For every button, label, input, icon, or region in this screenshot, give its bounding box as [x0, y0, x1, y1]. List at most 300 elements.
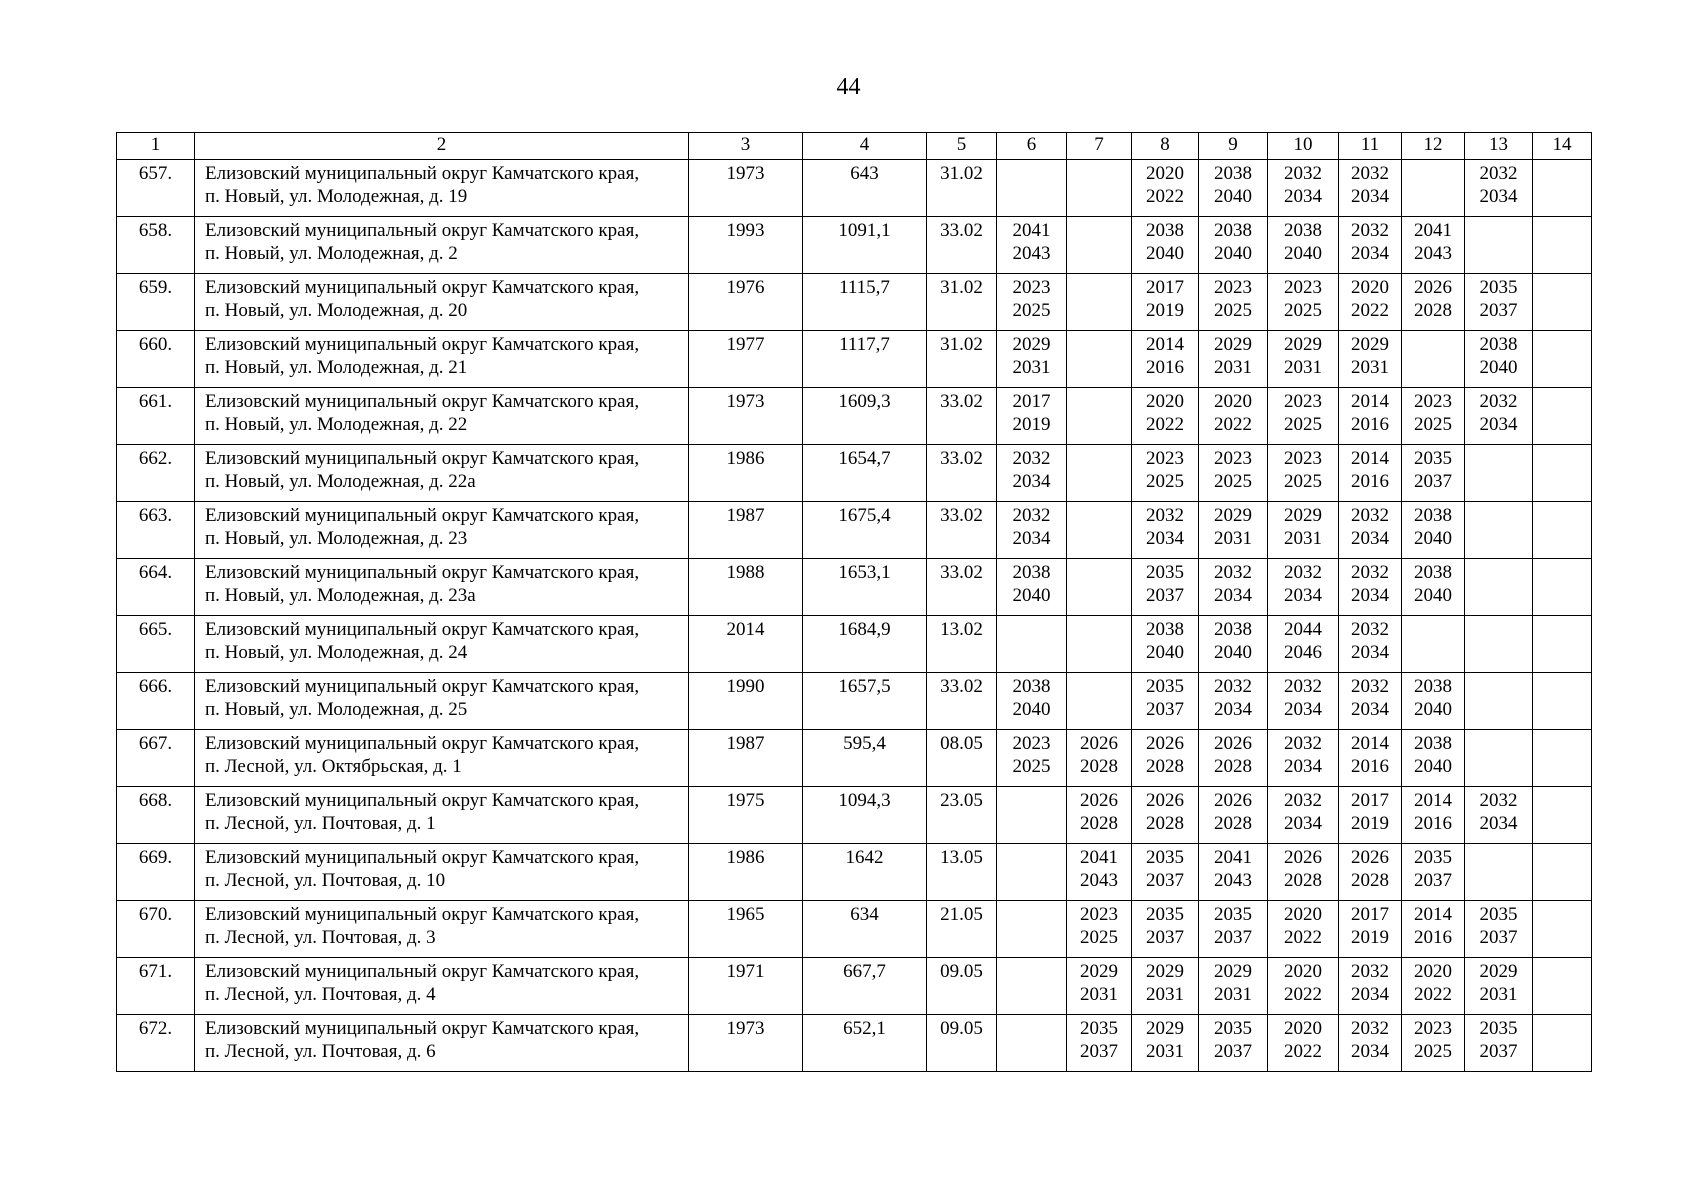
period-year: 2040 [1214, 243, 1252, 264]
period-cell-c11 [1339, 901, 1402, 958]
period-year: 2037 [1414, 870, 1452, 891]
period-year: 2032 [1351, 163, 1389, 184]
period-cell-c10 [1268, 274, 1339, 331]
period-year: 2016 [1351, 471, 1389, 492]
address-cell [195, 160, 689, 217]
period-cell-c6 [997, 616, 1067, 673]
period-year: 2026 [1351, 847, 1389, 868]
period-cell-c9 [1199, 160, 1268, 217]
period-year: 2019 [1146, 300, 1184, 321]
column-header-13: 13 [1465, 133, 1533, 160]
period-year: 2038 [1414, 562, 1452, 583]
column-14-cell [1533, 217, 1592, 274]
period-cell-c12 [1402, 901, 1465, 958]
address-line: п. Лесной, ул. Почтовая, д. 1 [205, 813, 436, 834]
period-year: 2025 [1012, 756, 1051, 777]
table-row [117, 901, 1592, 958]
period-year: 2022 [1214, 414, 1252, 435]
period-year: 2023 [1214, 448, 1252, 469]
period-cell-c12 [1402, 331, 1465, 388]
column-14-cell [1533, 1015, 1592, 1072]
period-cell-c11 [1339, 274, 1402, 331]
period-cell-c8 [1132, 388, 1199, 445]
period-year: 2031 [1214, 357, 1252, 378]
period-year: 2016 [1146, 357, 1184, 378]
address-cell [195, 1015, 689, 1072]
build-year-cell: 1975 [689, 787, 803, 844]
table-row [117, 502, 1592, 559]
period-cell-c13 [1465, 217, 1533, 274]
period-year: 2038 [1414, 676, 1452, 697]
build-year-cell: 1986 [689, 445, 803, 502]
build-year-cell: 1986 [689, 844, 803, 901]
period-cell-c8 [1132, 673, 1199, 730]
table-row [117, 616, 1592, 673]
address-line: Елизовский муниципальный округ Камчатского края, [205, 448, 640, 469]
period-cell-c8 [1132, 502, 1199, 559]
period-cell-c7 [1067, 331, 1132, 388]
code-cell: 09.05 [927, 1015, 997, 1072]
column-header-7: 7 [1067, 133, 1132, 160]
period-year: 2023 [1012, 277, 1051, 298]
period-cell-c9 [1199, 274, 1268, 331]
row-number-cell: 661. [117, 388, 195, 445]
period-cell-c6 [997, 502, 1067, 559]
period-cell-c13 [1465, 1015, 1533, 1072]
period-cell-c13 [1465, 787, 1533, 844]
period-year: 2023 [1284, 391, 1322, 412]
period-year: 2025 [1414, 414, 1452, 435]
code-cell: 33.02 [927, 388, 997, 445]
period-year: 2034 [1351, 243, 1389, 264]
address-line: п. Новый, ул. Молодежная, д. 25 [205, 699, 468, 720]
code-cell: 33.02 [927, 502, 997, 559]
build-year-cell: 1976 [689, 274, 803, 331]
address-cell [195, 388, 689, 445]
period-year: 2041 [1214, 847, 1252, 868]
period-cell-c10 [1268, 901, 1339, 958]
period-cell-c6 [997, 1015, 1067, 1072]
period-year: 2023 [1080, 904, 1118, 925]
period-year: 2022 [1146, 186, 1184, 207]
period-year: 2031 [1479, 984, 1518, 1005]
row-number-cell: 659. [117, 274, 195, 331]
period-cell-c6 [997, 445, 1067, 502]
address-line: Елизовский муниципальный округ Камчатского края, [205, 163, 640, 184]
address-line: Елизовский муниципальный округ Камчатского края, [205, 790, 640, 811]
period-year: 2032 [1284, 163, 1322, 184]
address-line: Елизовский муниципальный округ Камчатского края, [205, 1018, 640, 1039]
build-year-cell: 1987 [689, 730, 803, 787]
period-year: 2022 [1284, 927, 1322, 948]
period-year: 2038 [1214, 163, 1252, 184]
period-year: 2037 [1146, 870, 1184, 891]
period-cell-c12 [1402, 388, 1465, 445]
period-year: 2028 [1080, 813, 1118, 834]
period-year: 2040 [1414, 756, 1452, 777]
period-year: 2023 [1146, 448, 1184, 469]
address-line: Елизовский муниципальный округ Камчатского края, [205, 847, 640, 868]
period-cell-c12 [1402, 445, 1465, 502]
period-cell-c11 [1339, 160, 1402, 217]
table-row [117, 445, 1592, 502]
period-year: 2034 [1284, 756, 1322, 777]
period-cell-c9 [1199, 1015, 1268, 1072]
period-year: 2031 [1284, 357, 1322, 378]
period-cell-c13 [1465, 559, 1533, 616]
period-cell-c6 [997, 274, 1067, 331]
area-cell: 1675,4 [803, 502, 927, 559]
period-cell-c12 [1402, 787, 1465, 844]
table-row [117, 559, 1592, 616]
build-year-cell: 1965 [689, 901, 803, 958]
address-line: Елизовский муниципальный округ Камчатского края, [205, 733, 640, 754]
period-cell-c10 [1268, 787, 1339, 844]
period-year: 2043 [1414, 243, 1452, 264]
period-cell-c10 [1268, 445, 1339, 502]
period-year: 2032 [1351, 1018, 1389, 1039]
period-cell-c12 [1402, 274, 1465, 331]
column-14-cell [1533, 274, 1592, 331]
period-year: 2019 [1012, 414, 1051, 435]
address-cell [195, 958, 689, 1015]
period-year: 2032 [1012, 505, 1051, 526]
period-cell-c10 [1268, 217, 1339, 274]
period-year: 2026 [1414, 277, 1452, 298]
period-year: 2041 [1012, 220, 1051, 241]
period-cell-c7 [1067, 958, 1132, 1015]
period-cell-c9 [1199, 673, 1268, 730]
period-year: 2016 [1351, 756, 1389, 777]
area-cell: 667,7 [803, 958, 927, 1015]
period-cell-c9 [1199, 331, 1268, 388]
period-cell-c13 [1465, 730, 1533, 787]
period-cell-c8 [1132, 1015, 1199, 1072]
address-cell [195, 559, 689, 616]
address-line: Елизовский муниципальный округ Камчатского края, [205, 391, 640, 412]
period-cell-c7 [1067, 160, 1132, 217]
period-year: 2016 [1414, 927, 1452, 948]
period-year: 2028 [1146, 813, 1184, 834]
period-year: 2026 [1146, 733, 1184, 754]
address-line: Елизовский муниципальный округ Камчатского края, [205, 562, 640, 583]
period-cell-c6 [997, 901, 1067, 958]
period-year: 2029 [1214, 334, 1252, 355]
period-cell-c12 [1402, 559, 1465, 616]
period-year: 2035 [1479, 904, 1518, 925]
period-year: 2031 [1351, 357, 1389, 378]
table-row [117, 844, 1592, 901]
address-line: п. Новый, ул. Молодежная, д. 23 [205, 528, 468, 549]
period-cell-c6 [997, 844, 1067, 901]
period-year: 2046 [1284, 642, 1322, 663]
column-14-cell [1533, 958, 1592, 1015]
period-year: 2028 [1284, 870, 1322, 891]
column-header-2: 2 [195, 133, 689, 160]
code-cell: 21.05 [927, 901, 997, 958]
period-year: 2034 [1012, 471, 1051, 492]
period-cell-c10 [1268, 331, 1339, 388]
period-year: 2025 [1146, 471, 1184, 492]
period-cell-c8 [1132, 616, 1199, 673]
column-header-4: 4 [803, 133, 927, 160]
period-year: 2032 [1351, 676, 1389, 697]
period-cell-c9 [1199, 901, 1268, 958]
address-line: п. Новый, ул. Молодежная, д. 21 [205, 357, 468, 378]
period-year: 2034 [1284, 585, 1322, 606]
period-year: 2043 [1214, 870, 1252, 891]
row-number-cell: 667. [117, 730, 195, 787]
period-cell-c10 [1268, 502, 1339, 559]
column-header-5: 5 [927, 133, 997, 160]
column-14-cell [1533, 445, 1592, 502]
table-row [117, 160, 1592, 217]
period-cell-c7 [1067, 901, 1132, 958]
period-cell-c7 [1067, 559, 1132, 616]
period-year: 2040 [1414, 699, 1452, 720]
period-year: 2022 [1414, 984, 1452, 1005]
period-year: 2041 [1080, 847, 1118, 868]
period-year: 2029 [1214, 505, 1252, 526]
period-year: 2026 [1214, 790, 1252, 811]
address-cell [195, 730, 689, 787]
period-year: 2020 [1284, 1018, 1322, 1039]
address-line: Елизовский муниципальный округ Камчатского края, [205, 220, 640, 241]
period-year: 2037 [1146, 699, 1184, 720]
period-year: 2032 [1351, 562, 1389, 583]
period-year: 2029 [1080, 961, 1118, 982]
period-year: 2035 [1146, 676, 1184, 697]
period-year: 2040 [1146, 642, 1184, 663]
period-year: 2017 [1012, 391, 1051, 412]
period-cell-c6 [997, 217, 1067, 274]
period-year: 2035 [1214, 1018, 1252, 1039]
area-cell: 1684,9 [803, 616, 927, 673]
address-line: п. Лесной, ул. Почтовая, д. 4 [205, 984, 436, 1005]
address-cell [195, 616, 689, 673]
period-year: 2028 [1214, 813, 1252, 834]
period-year: 2023 [1414, 1018, 1452, 1039]
row-number-cell: 666. [117, 673, 195, 730]
period-cell-c12 [1402, 502, 1465, 559]
period-year: 2035 [1479, 1018, 1518, 1039]
period-cell-c7 [1067, 274, 1132, 331]
period-cell-c10 [1268, 616, 1339, 673]
row-number-cell: 669. [117, 844, 195, 901]
period-year: 2028 [1414, 300, 1452, 321]
period-year: 2028 [1080, 756, 1118, 777]
period-year: 2034 [1351, 585, 1389, 606]
period-cell-c8 [1132, 958, 1199, 1015]
period-cell-c11 [1339, 730, 1402, 787]
period-cell-c6 [997, 787, 1067, 844]
period-year: 2038 [1414, 733, 1452, 754]
address-line: п. Лесной, ул. Почтовая, д. 10 [205, 870, 446, 891]
period-year: 2025 [1214, 471, 1252, 492]
period-cell-c13 [1465, 958, 1533, 1015]
period-year: 2020 [1214, 391, 1252, 412]
address-cell [195, 673, 689, 730]
table-row [117, 388, 1592, 445]
area-cell: 643 [803, 160, 927, 217]
period-year: 2038 [1214, 220, 1252, 241]
period-cell-c8 [1132, 274, 1199, 331]
period-cell-c8 [1132, 844, 1199, 901]
period-year: 2032 [1012, 448, 1051, 469]
period-year: 2034 [1351, 984, 1389, 1005]
row-number-cell: 668. [117, 787, 195, 844]
period-year: 2023 [1284, 277, 1322, 298]
period-year: 2034 [1214, 699, 1252, 720]
period-cell-c8 [1132, 217, 1199, 274]
period-year: 2020 [1284, 904, 1322, 925]
period-year: 2040 [1012, 585, 1051, 606]
period-year: 2022 [1351, 300, 1389, 321]
period-year: 2026 [1214, 733, 1252, 754]
period-cell-c11 [1339, 1015, 1402, 1072]
period-cell-c6 [997, 331, 1067, 388]
period-cell-c10 [1268, 673, 1339, 730]
period-cell-c10 [1268, 958, 1339, 1015]
period-year: 2023 [1012, 733, 1051, 754]
period-year: 2034 [1284, 186, 1322, 207]
build-year-cell: 1993 [689, 217, 803, 274]
period-cell-c13 [1465, 901, 1533, 958]
period-cell-c9 [1199, 958, 1268, 1015]
period-year: 2034 [1351, 186, 1389, 207]
period-year: 2041 [1414, 220, 1452, 241]
table-row [117, 958, 1592, 1015]
period-year: 2020 [1284, 961, 1322, 982]
period-year: 2029 [1146, 961, 1184, 982]
period-cell-c11 [1339, 445, 1402, 502]
period-year: 2032 [1146, 505, 1184, 526]
period-cell-c7 [1067, 217, 1132, 274]
row-number-cell: 670. [117, 901, 195, 958]
code-cell: 23.05 [927, 787, 997, 844]
column-header-11: 11 [1339, 133, 1402, 160]
period-cell-c12 [1402, 616, 1465, 673]
period-year: 2034 [1351, 699, 1389, 720]
period-year: 2029 [1479, 961, 1518, 982]
table-header [117, 133, 1592, 160]
period-cell-c13 [1465, 502, 1533, 559]
period-year: 2034 [1284, 813, 1322, 834]
address-line: п. Новый, ул. Молодежная, д. 20 [205, 300, 468, 321]
build-year-cell: 1988 [689, 559, 803, 616]
period-cell-c13 [1465, 331, 1533, 388]
period-year: 2029 [1284, 334, 1322, 355]
period-year: 2038 [1012, 562, 1051, 583]
period-year: 2016 [1351, 414, 1389, 435]
column-header-6: 6 [997, 133, 1067, 160]
table-row [117, 1015, 1592, 1072]
header-row [117, 133, 1592, 160]
column-14-cell [1533, 901, 1592, 958]
period-year: 2032 [1284, 676, 1322, 697]
period-cell-c12 [1402, 160, 1465, 217]
area-cell: 652,1 [803, 1015, 927, 1072]
area-cell: 1115,7 [803, 274, 927, 331]
period-cell-c13 [1465, 616, 1533, 673]
period-cell-c13 [1465, 673, 1533, 730]
period-year: 2032 [1284, 790, 1322, 811]
period-cell-c8 [1132, 787, 1199, 844]
period-cell-c13 [1465, 274, 1533, 331]
address-line: Елизовский муниципальный округ Камчатского края, [205, 676, 640, 697]
period-year: 2029 [1146, 1018, 1184, 1039]
build-year-cell: 1987 [689, 502, 803, 559]
period-year: 2032 [1479, 790, 1518, 811]
period-cell-c13 [1465, 388, 1533, 445]
period-cell-c13 [1465, 160, 1533, 217]
area-cell: 1654,7 [803, 445, 927, 502]
period-year: 2040 [1146, 243, 1184, 264]
table-body [117, 160, 1592, 1072]
period-year: 2037 [1214, 1041, 1252, 1062]
code-cell: 31.02 [927, 331, 997, 388]
period-year: 2037 [1146, 585, 1184, 606]
period-year: 2014 [1414, 904, 1452, 925]
period-year: 2037 [1080, 1041, 1118, 1062]
period-year: 2025 [1284, 300, 1322, 321]
area-cell: 1609,3 [803, 388, 927, 445]
column-header-3: 3 [689, 133, 803, 160]
period-year: 2037 [1146, 927, 1184, 948]
period-year: 2032 [1214, 562, 1252, 583]
period-year: 2032 [1351, 961, 1389, 982]
period-year: 2025 [1414, 1041, 1452, 1062]
area-cell: 1653,1 [803, 559, 927, 616]
code-cell: 33.02 [927, 445, 997, 502]
period-cell-c12 [1402, 730, 1465, 787]
address-line: Елизовский муниципальный округ Камчатского края, [205, 619, 640, 640]
code-cell: 08.05 [927, 730, 997, 787]
period-year: 2034 [1214, 585, 1252, 606]
code-cell: 31.02 [927, 160, 997, 217]
row-number-cell: 660. [117, 331, 195, 388]
period-year: 2019 [1351, 813, 1389, 834]
period-cell-c11 [1339, 331, 1402, 388]
period-year: 2025 [1214, 300, 1252, 321]
period-year: 2025 [1284, 471, 1322, 492]
address-line: п. Новый, ул. Молодежная, д. 24 [205, 642, 468, 663]
table-row [117, 730, 1592, 787]
period-cell-c11 [1339, 502, 1402, 559]
period-year: 2026 [1284, 847, 1322, 868]
build-year-cell: 1990 [689, 673, 803, 730]
period-cell-c11 [1339, 559, 1402, 616]
period-cell-c12 [1402, 958, 1465, 1015]
area-cell: 595,4 [803, 730, 927, 787]
period-year: 2031 [1214, 984, 1252, 1005]
address-cell [195, 217, 689, 274]
column-header-14: 14 [1533, 133, 1592, 160]
period-cell-c11 [1339, 844, 1402, 901]
period-year: 2040 [1012, 699, 1051, 720]
period-cell-c9 [1199, 616, 1268, 673]
period-year: 2040 [1284, 243, 1322, 264]
column-header-12: 12 [1402, 133, 1465, 160]
period-year: 2020 [1146, 391, 1184, 412]
period-cell-c7 [1067, 388, 1132, 445]
address-line: п. Новый, ул. Молодежная, д. 2 [205, 243, 458, 264]
period-year: 2022 [1146, 414, 1184, 435]
row-number-cell: 664. [117, 559, 195, 616]
period-year: 2034 [1479, 414, 1518, 435]
period-cell-c6 [997, 388, 1067, 445]
address-cell [195, 787, 689, 844]
